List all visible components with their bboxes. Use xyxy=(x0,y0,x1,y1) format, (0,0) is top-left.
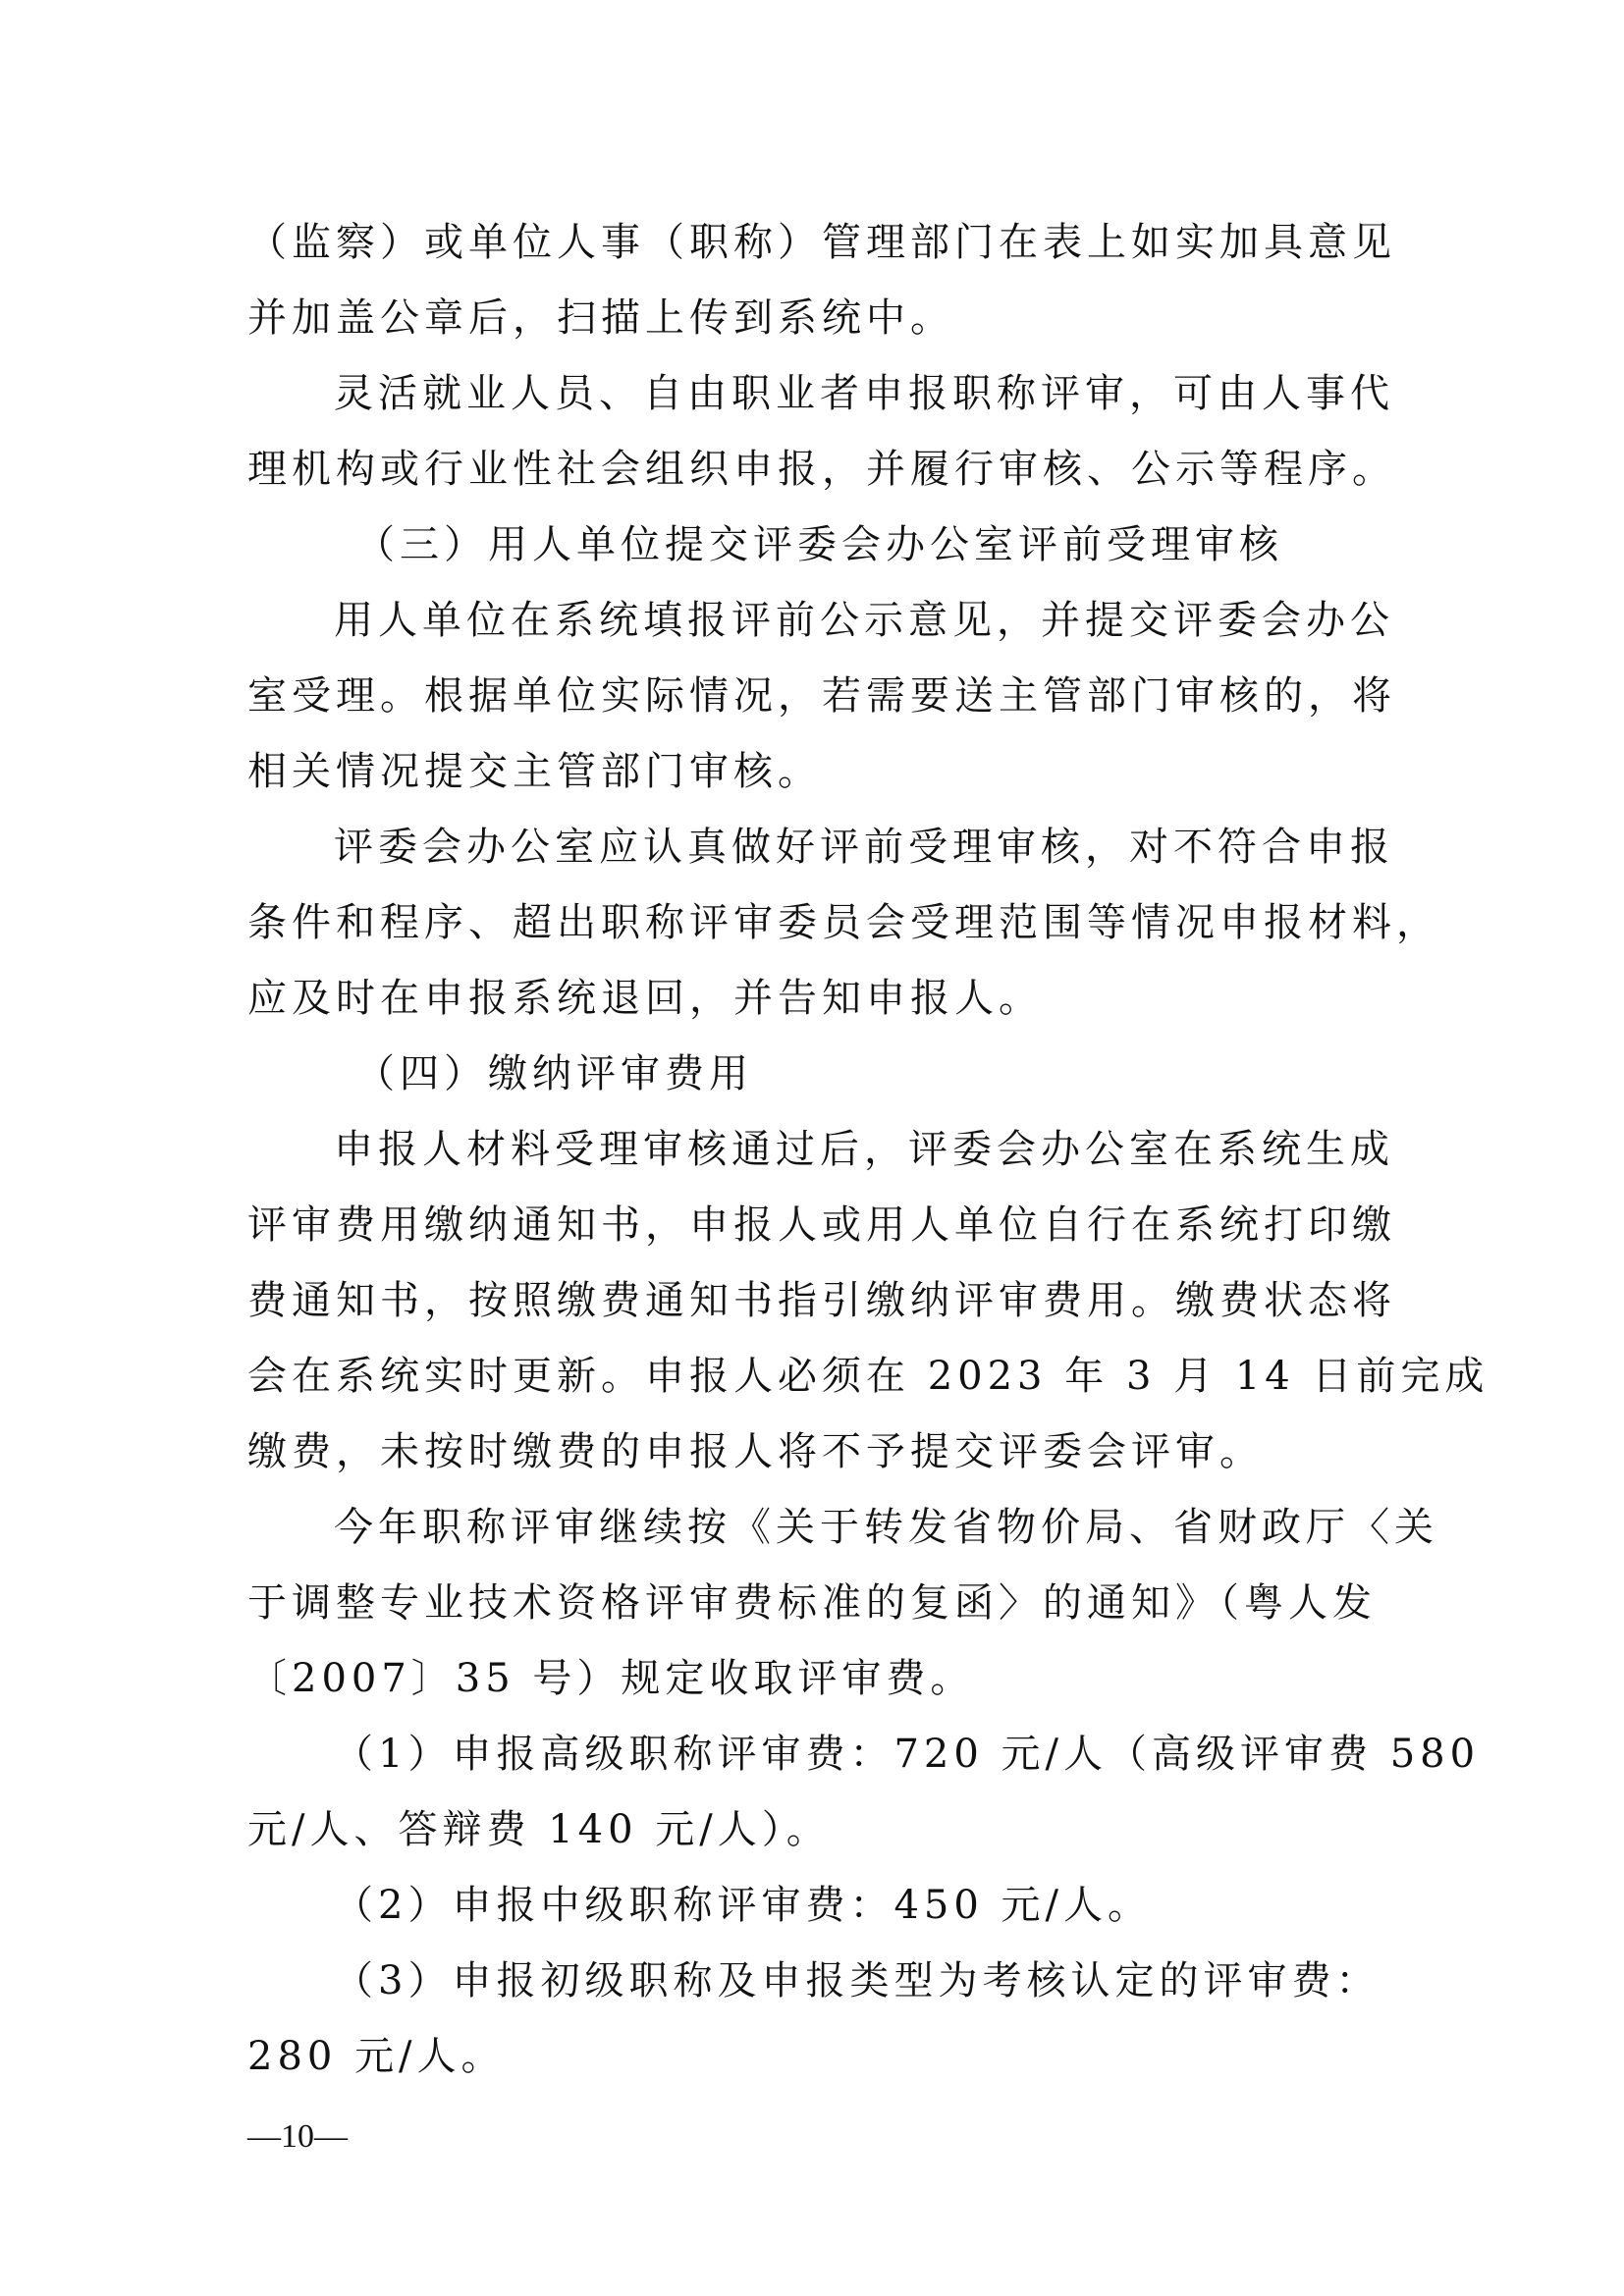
text-line: 条件和程序、超出职称评审委员会受理范围等情况申报材料， xyxy=(247,900,1440,945)
text-line: 应及时在申报系统退回，并告知申报人。 xyxy=(247,976,1043,1021)
text-line: 理机构或行业性社会组织申报，并履行审核、公示等程序。 xyxy=(247,447,1396,492)
fee-item-intermediate: （2）申报中级职称评审费：450 元/人。 xyxy=(334,1883,1152,1928)
text-line: 费通知书，按照缴费通知书指引缴纳评审费用。缴费状态将 xyxy=(247,1278,1396,1323)
text-line: 相关情况提交主管部门审核。 xyxy=(247,749,822,794)
text-line: （监察）或单位人事（职称）管理部门在表上如实加具意见 xyxy=(247,220,1396,265)
text-line: 并加盖公章后，扫描上传到系统中。 xyxy=(247,295,954,341)
text-line: 室受理。根据单位实际情况，若需要送主管部门审核的，将 xyxy=(247,673,1396,719)
text-line: 会在系统实时更新。申报人必须在 2023 年 3 月 14 日前完成 xyxy=(247,1354,1489,1399)
fee-item-senior: （1）申报高级职称评审费：720 元/人（高级评审费 580 xyxy=(334,1732,1481,1777)
fee-item-junior: （3）申报初级职称及申报类型为考核认定的评审费： xyxy=(334,1958,1380,2003)
text-line: 今年职称评审继续按《关于转发省物价局、省财政厅〈关 xyxy=(334,1505,1438,1550)
page-number: —10— xyxy=(247,2118,348,2155)
fee-item-senior-cont: 元/人、答辩费 140 元/人）。 xyxy=(247,1807,831,1852)
text-line: 于调整专业技术资格评审费标准的复函〉的通知》（粤人发 xyxy=(247,1580,1377,1626)
section-heading: （三）用人单位提交评委会办公室评前受理审核 xyxy=(355,522,1283,567)
text-line: 评委会办公室应认真做好评前受理审核，对不符合申报 xyxy=(334,825,1394,870)
text-line: 用人单位在系统填报评前公示意见，并提交评委会办公 xyxy=(334,598,1394,643)
text-line: 〔2007〕35 号）规定收取评审费。 xyxy=(247,1656,975,1701)
text-line: 申报人材料受理审核通过后，评委会办公室在系统生成 xyxy=(334,1127,1394,1172)
text-line: 灵活就业人员、自由职业者申报职称评审，可由人事代 xyxy=(334,371,1394,416)
text-line: 评审费用缴纳通知书，申报人或用人单位自行在系统打印缴 xyxy=(247,1202,1396,1248)
text-line: 缴费，未按时缴费的申报人将不予提交评委会评审。 xyxy=(247,1429,1264,1474)
section-heading: （四）缴纳评审费用 xyxy=(355,1051,753,1096)
fee-item-junior-cont: 280 元/人。 xyxy=(247,2034,506,2079)
